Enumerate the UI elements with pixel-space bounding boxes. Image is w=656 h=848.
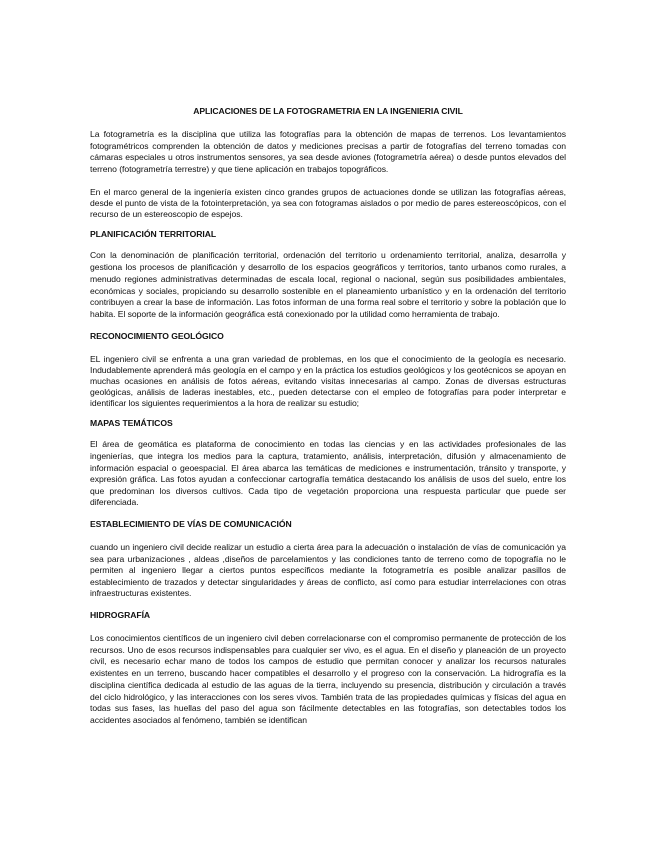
document-body	[90, 106, 566, 737]
section-heading-planificacion: PLANIFICACIÓN TERRITORIAL	[90, 229, 217, 240]
section-text-reconocimiento: EL ingeniero civil se enfrenta a una gran variedad de problemas, en los que el conocimiento de la geología es necesario. Indudablemente aprenderá más geología en el campo y en la práctica los estudios geológicos y los geotécnicos se apoyan en muchas ocasiones en análisis de fotos aéreas, evitando visitas innecesarias al campo. Zonas de diversas estructuras geológicas, análisis de laderas inestables, etc., pueden detectarse con el empleo de fotografías para poder interpretar e identificar los siguientes requerimientos a la hora de realizar su estudio;	[90, 353, 566, 408]
section-heading-mapas: MAPAS TEMÁTICOS	[90, 418, 173, 429]
section-heading-vias: ESTABLECIMIENTO DE VÍAS DE COMUNICACIÓN	[90, 519, 292, 530]
section-text-hidrografia: Los conocimientos científicos de un ingeniero civil deben correlacionarse con el compromiso permanente de protección de los recursos. Uno de esos recursos indispensables para cualquier ser vivo, es el agua. En el diseño y planeación de un proyecto civil, es necesario echar mano de todos los campos de estudio que permitan conocer y analizar los recursos naturales existentes en un terreno, buscando hacer compatibles el desarrollo y el progreso con la conservación. La hidrografía es la disciplina científica dedicada al estudio de las aguas de la tierra, incluyendo su presencia, distribución y circulación a través del ciclo hidrológico, y las interacciones con los seres vivos. También trata de las propiedades químicas y físicas del agua en todas sus fases, las huellas del paso del agua son fácilmente detectables en las fotografías, son detectables todos los accidentes asociados al fenómeno, también se identifican	[90, 633, 566, 725]
document-title: APLICACIONES DE LA FOTOGRAMETRIA EN LA INGENIERIA CIVIL	[193, 106, 463, 116]
intro-paragraph-1: La fotogrametría es la disciplina que utiliza las fotografías para la obtención de mapas de terrenos. Los levantamientos fotogramétricos comprenden la obtención de datos y mediciones precisas a partir de fotografías del terreno tomadas con cámaras especiales u otros instrumentos sensores, ya sea desde aviones (fotogrametría aérea) o desde puntos elevados del terreno (fotogrametría terrestre) y que tiene aplicación en trabajos topográficos.	[90, 129, 566, 174]
section-heading-hidrografia: HIDROGRAFÍA	[90, 610, 151, 620]
section-text-mapas: El área de geomática es plataforma de conocimiento en todas las ciencias y en las actividades profesionales de las ingenierías, que integra los medios para la captura, tratamiento, análisis, interpretación, difusión y almacenamiento de información espacial o geoespacial. El área abarca las temáticas de mediciones e instrumentación, tránsito y transporte, y expresión gráfica. Las fotos ayudan a confeccionar cartografía temática destacando los análisis de usos del suelo, entre los que predominan los diversos cultivos. Cada tipo de vegetación proporciona una respuesta particular que puede ser diferenciada.	[90, 439, 566, 508]
section-heading-reconocimiento: RECONOCIMIENTO GEOLÓGICO	[90, 330, 224, 341]
section-text-planificacion: Con la denominación de planificación territorial, ordenación del territorio u ordenamiento territorial, analiza, desarrolla y gestiona los procesos de planificación y desarrollo de los espacios geográficos y territorios, tanto urbanos como rurales, a menudo regiones administrativas determinadas de escala local, regional o nacional, según sus posibilidades ambientales, económicas y sociales, propiciando su desarrollo sostenible en el planeamiento urbanístico y en la ordenación del territorio contribuyen a crear la base de información. Las fotos informan de una forma real sobre el territorio y sobre la población que lo habita. El soporte de la información geográfica está conexionado por la utilidad como herramienta de trabajo.	[90, 250, 566, 320]
section-text-vias: cuando un ingeniero civil decide realizar un estudio a cierta área para la adecuación o instalación de vías de comunicación ya sea para urbanizaciones , aldeas ,diseños de parcelamientos y las condiciones tanto de terreno como de topografía no le permiten al ingeniero llegar a ciertos puntos específicos mediante la fotogrametría es posible analizar pasillos de establecimiento de trazados y detectar singularidades y áreas de conflicto, así como para estudiar interrelaciones con otras infraestructuras existentes.	[90, 542, 566, 599]
intro-paragraph-2: En el marco general de la ingeniería existen cinco grandes grupos de actuaciones donde se utilizan las fotografías aéreas, desde el punto de vista de la fotointerpretación, ya sea con fotogramas aislados o por medio de pares estereoscópicos, con el recurso de un estereoscopio de espejos.	[90, 187, 566, 219]
